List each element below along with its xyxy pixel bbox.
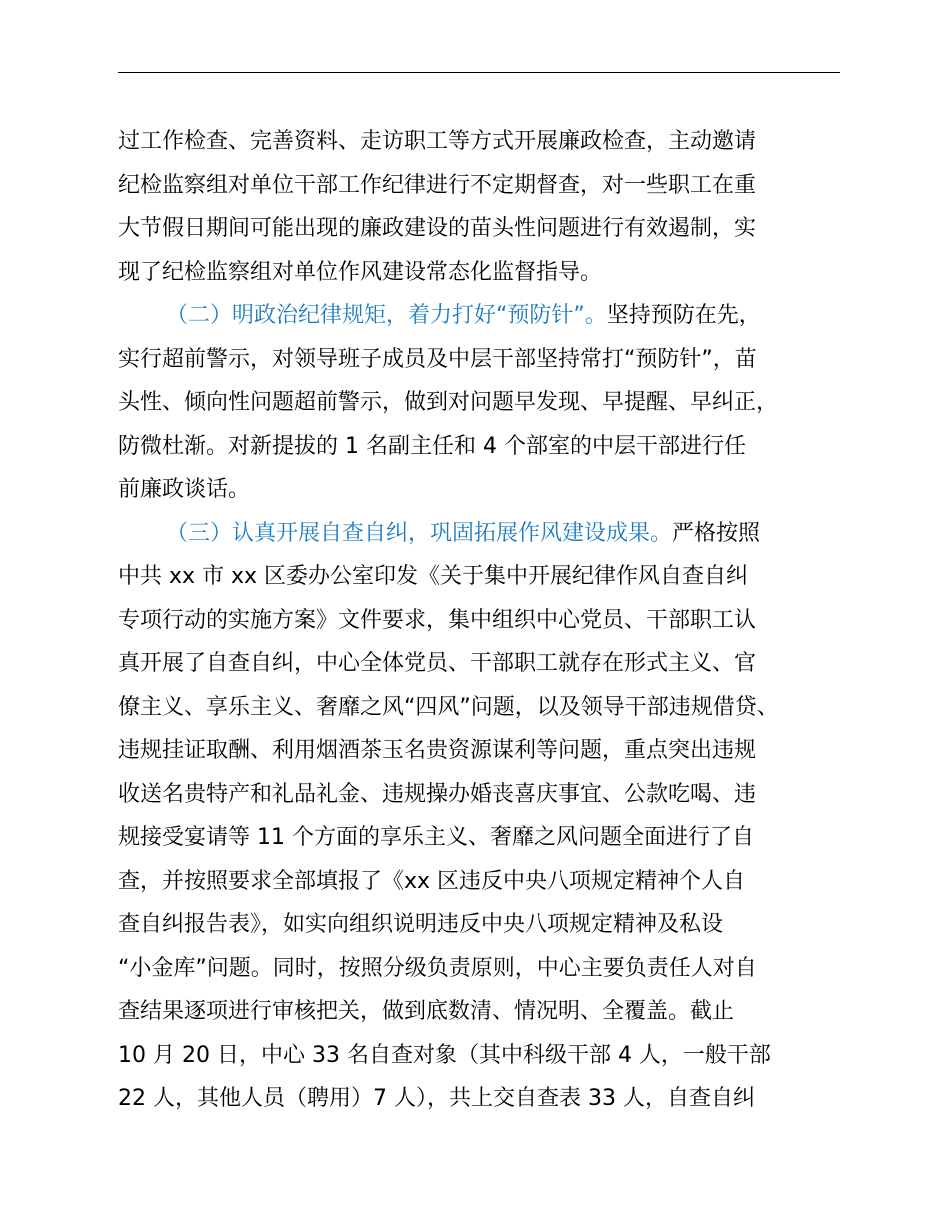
- text-line: 防微杜渐。对新提拔的 1 名副主任和 4 个部室的中层干部进行任: [118, 433, 746, 459]
- text-line: 违规挂证取酬、利用烟酒茶玉名贵资源谋利等问题，重点突出违规: [118, 738, 757, 763]
- text-line: 10 月 20 日，中心 33 名自查对象（其中科级干部 4 人，一般干部: [118, 1042, 771, 1068]
- paragraph-first-line: [118, 294, 878, 338]
- text-line: 实行超前警示，对领导班子成员及中层干部坚持常打“预防针”，苗: [118, 346, 757, 372]
- section-heading-2: （二）明政治纪律规矩，着力打好“预防针”。: [166, 303, 607, 328]
- text-run: 坚持预防在先，: [606, 303, 761, 328]
- paragraph-3: [118, 512, 878, 1121]
- text-line: 大节假日期间可能出现的廉政建设的苗头性问题进行有效遏制，实: [118, 216, 757, 241]
- document-body: [118, 120, 878, 1121]
- text-line: 查结果逐项进行审核把关，做到底数清、情况明、全覆盖。截止: [118, 999, 735, 1024]
- text-line: 真开展了自查自纠，中心全体党员、干部职工就存在形式主义、官: [118, 651, 757, 676]
- header-rule: [118, 72, 840, 73]
- text-line: 现了纪检监察组对单位作风建设常态化监督指导。: [118, 259, 603, 285]
- section-heading-3: （三）认真开展自查自纠，巩固拓展作风建设成果。: [166, 520, 673, 546]
- text-line: 前廉政谈话。: [118, 477, 251, 502]
- text-run: 严格按照: [672, 520, 761, 546]
- text-line: 22 人，其他人员（聘用）7 人），共上交自查表 33 人，自查自纠: [118, 1086, 755, 1111]
- text-line: “小金库”问题。同时，按照分级负责原则，中心主要负责任人对自: [118, 955, 757, 981]
- text-line: 规接受宴请等 11 个方面的享乐主义、奢靡之风问题全面进行了自: [118, 825, 754, 850]
- text-line: 专项行动的实施方案》文件要求，集中组织中心党员、干部职工认: [118, 607, 757, 633]
- text-line: 收送名贵特产和礼品礼金、违规操办婚丧喜庆事宜、公款吃喝、违: [118, 781, 757, 807]
- text-line: 查，并按照要求全部填报了《xx 区违反中央八项规定精神个人自: [118, 868, 746, 894]
- paragraph-2: [118, 294, 878, 512]
- text-line: 头性、倾向性问题超前警示，做到对问题早发现、早提醒、早纠正，: [118, 390, 779, 415]
- paragraph-first-line: [118, 512, 878, 556]
- text-line: 僚主义、享乐主义、奢靡之风“四风”问题，以及领导干部违规借贷、: [118, 694, 779, 720]
- text-line: 查自纠报告表》，如实向组织说明违反中央八项规定精神及私设: [118, 912, 724, 937]
- paragraph-1: [118, 120, 878, 294]
- text-line: 纪检监察组对单位干部工作纪律进行不定期督查，对一些职工在重: [118, 172, 757, 198]
- text-line: 中共 xx 市 xx 区委办公室印发《关于集中开展纪律作风自查自纠: [118, 564, 749, 589]
- text-line: 过工作检查、完善资料、走访职工等方式开展廉政检查，主动邀请: [118, 129, 757, 154]
